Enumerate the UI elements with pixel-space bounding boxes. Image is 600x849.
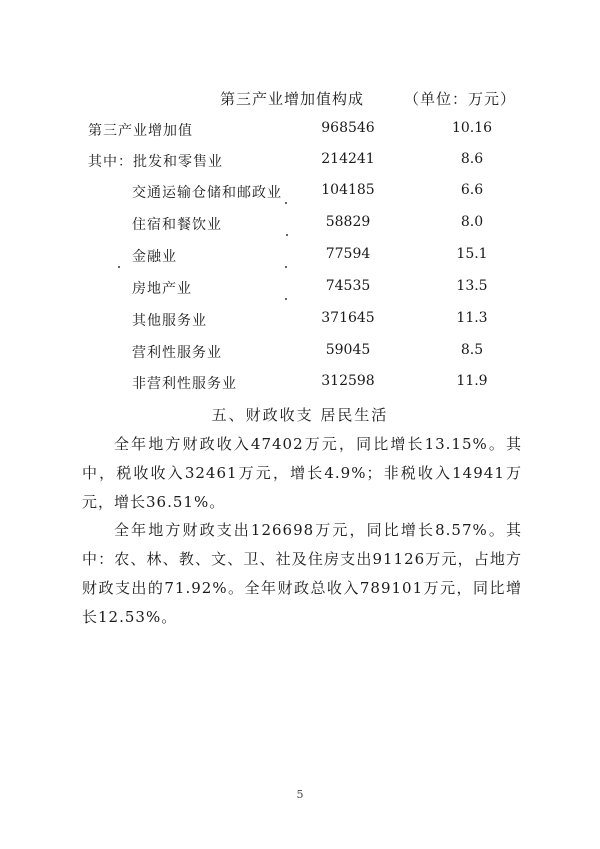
scan-speck xyxy=(286,234,288,236)
table-row xyxy=(0,278,600,306)
table-row xyxy=(0,310,600,338)
row-ratio: 11.9 xyxy=(456,373,488,389)
table-row xyxy=(0,246,600,274)
paragraph-fiscal-revenue: 全年地方财政收入47402万元，同比增长13.15%。其中，税收收入32461万元，增长4.9%；非税收入14941万元，增长36.51%。 xyxy=(82,435,522,511)
row-value: 59045 xyxy=(325,342,371,358)
row-label: 非营利性服务业 xyxy=(132,376,237,392)
row-value: 312598 xyxy=(321,373,375,389)
row-value: 104185 xyxy=(321,182,375,198)
table-title: 第三产业增加值构成 xyxy=(220,90,365,108)
row-ratio: 13.5 xyxy=(456,278,488,294)
table-row xyxy=(0,151,600,179)
scan-speck xyxy=(285,266,287,268)
row-value: 214241 xyxy=(321,151,375,167)
row-ratio: 11.3 xyxy=(456,310,488,326)
paragraph-fiscal-expenditure: 全年地方财政支出126698万元，同比增长8.57%。其中：农、林、教、文、卫、社及住房支出91126万元，占地方财政支出的71.92%。全年财政总收入789101万元，同比增长12.53%。 xyxy=(82,521,522,626)
row-label: 交通运输仓储和邮政业 xyxy=(132,185,282,201)
page-number: 5 xyxy=(296,788,304,801)
scan-speck xyxy=(118,266,120,268)
row-ratio: 8.0 xyxy=(460,214,484,230)
row-value: 968546 xyxy=(321,120,375,136)
row-label: 金融业 xyxy=(132,249,177,265)
row-value: 74535 xyxy=(325,278,371,294)
row-label: 其他服务业 xyxy=(132,313,207,329)
scan-speck xyxy=(285,298,287,300)
table-row xyxy=(0,373,600,401)
row-ratio: 6.6 xyxy=(460,182,484,198)
row-label: 住宿和餐饮业 xyxy=(132,217,222,233)
scan-speck xyxy=(285,202,287,204)
row-ratio: 8.6 xyxy=(460,151,484,167)
row-ratio: 8.5 xyxy=(460,342,484,358)
row-ratio: 15.1 xyxy=(456,246,488,262)
row-ratio: 10.16 xyxy=(451,120,493,136)
row-value: 371645 xyxy=(321,310,375,326)
table-row xyxy=(0,214,600,242)
row-label: 第三产业增加值 xyxy=(88,123,193,139)
row-value: 77594 xyxy=(325,246,371,262)
table-row xyxy=(0,182,600,210)
section-heading: 五、财政收支 居民生活 xyxy=(211,406,389,424)
row-label: 房地产业 xyxy=(132,281,192,297)
table-unit: （单位：万元） xyxy=(404,90,517,108)
table-row xyxy=(0,342,600,370)
row-label: 其中：批发和零售业 xyxy=(88,154,223,170)
row-label: 营利性服务业 xyxy=(132,345,222,361)
row-value: 58829 xyxy=(325,214,371,230)
table-row xyxy=(0,120,600,148)
